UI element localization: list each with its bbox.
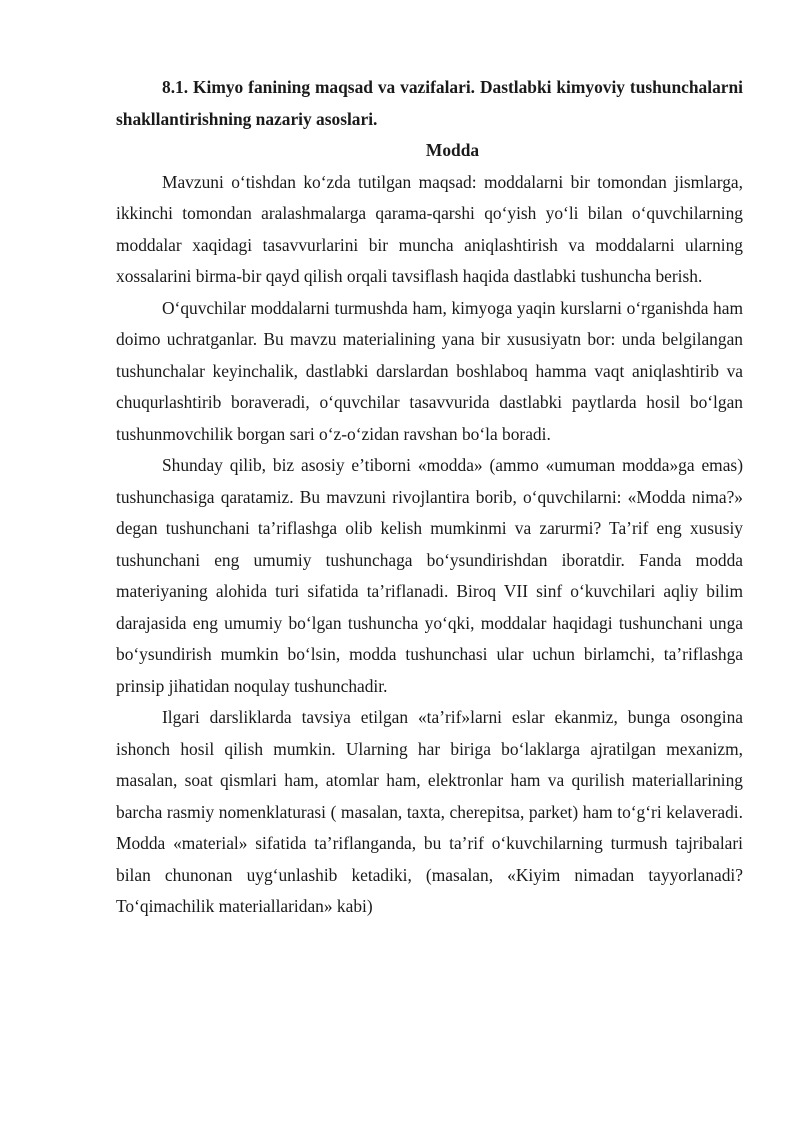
section-heading: 8.1. Kimyo fanining maqsad va vazifalari. Dastlabki kimyoviy tushunchalarni shakllantirishning nazariy asoslari. bbox=[116, 77, 743, 129]
section-subheading: Modda bbox=[425, 140, 480, 160]
paragraph-2: O‘quvchilar moddalarni turmushda ham, kimyoga yaqin kurslarni o‘rganishda ham doimo uchratganlar. Bu mavzu materialining yana bir xususiyatn bor: unda belgilangan tushunchalar keyinchalik, dastlabki darslardan boshlaboq hamma vaqt aniqlashtirib va chuqurlashtirib boraveradi, o‘quvchilar tasavvurida dastlabki paytlarda hosil bo‘lgan tushunmovchilik borgan sari o‘z-o‘zidan ravshan bo‘la boradi. bbox=[116, 297, 743, 444]
paragraph-1: Mavzuni o‘tishdan ko‘zda tutilgan maqsad: moddalarni bir tomondan jismlarga, ikkinchi tomondan aralashmalarga qarama-qarshi qo‘yish yo‘li bilan o‘quvchilarning moddalar xaqidagi tasavvurlarini bir muncha aniqlashtirish va moddalarni ularning xossalarini birma-bir qayd qilish orqali tavsiflash haqida dastlabki tushuncha berish. bbox=[116, 171, 743, 286]
paragraph-3: Shunday qilib, biz asosiy e’tiborni «modda» (ammo «umuman modda»ga emas) tushunchasiga qaratamiz. Bu mavzuni rivojlantira borib, o‘quvchilarni: «Modda nima?» degan tushunchani ta’riflashga olib kelish mumkinmi va zarurmi? Ta’rif eng xususiy tushunchani eng umumiy tushunchaga bo‘ysundirishdan iboratdir. Fanda modda materiyaning alohida turi sifatida ta’riflanadi. Biroq VII sinf o‘kuvchilari aqliy bilim darajasida eng umumiy bo‘lgan tushuncha yo‘qki, moddalar haqidagi tushunchani unga bo‘ysundirish mumkin bo‘lsin, modda tushunchasi ular uchun birlamchi, ta’riflashga prinsip jihatidan noqulay tushunchadir. bbox=[116, 455, 743, 696]
paragraph-4: Ilgari darsliklarda tavsiya etilgan «ta’rif»larni eslar ekanmiz, bunga osongina ishonch hosil qilish mumkin. Ularning har biriga bo‘laklarga ajratilgan mexanizm, masalan, soat qismlari ham, atomlar ham, elektronlar ham va qurilish materiallarining barcha rasmiy nomenklaturasi ( masalan, taxta, cherepitsa, parket) ham to‘g‘ri kelaveradi. Modda «material» sifatida ta’riflanganda, bu ta’rif o‘kuvchilarning turmush tajribalari bilan chunonan uyg‘unlashib ketadiki, (masalan, «Kiyim nimadan tayyorlanadi? To‘qimachilik materiallaridan» kabi) bbox=[116, 707, 743, 916]
document-page bbox=[116, 72, 743, 923]
